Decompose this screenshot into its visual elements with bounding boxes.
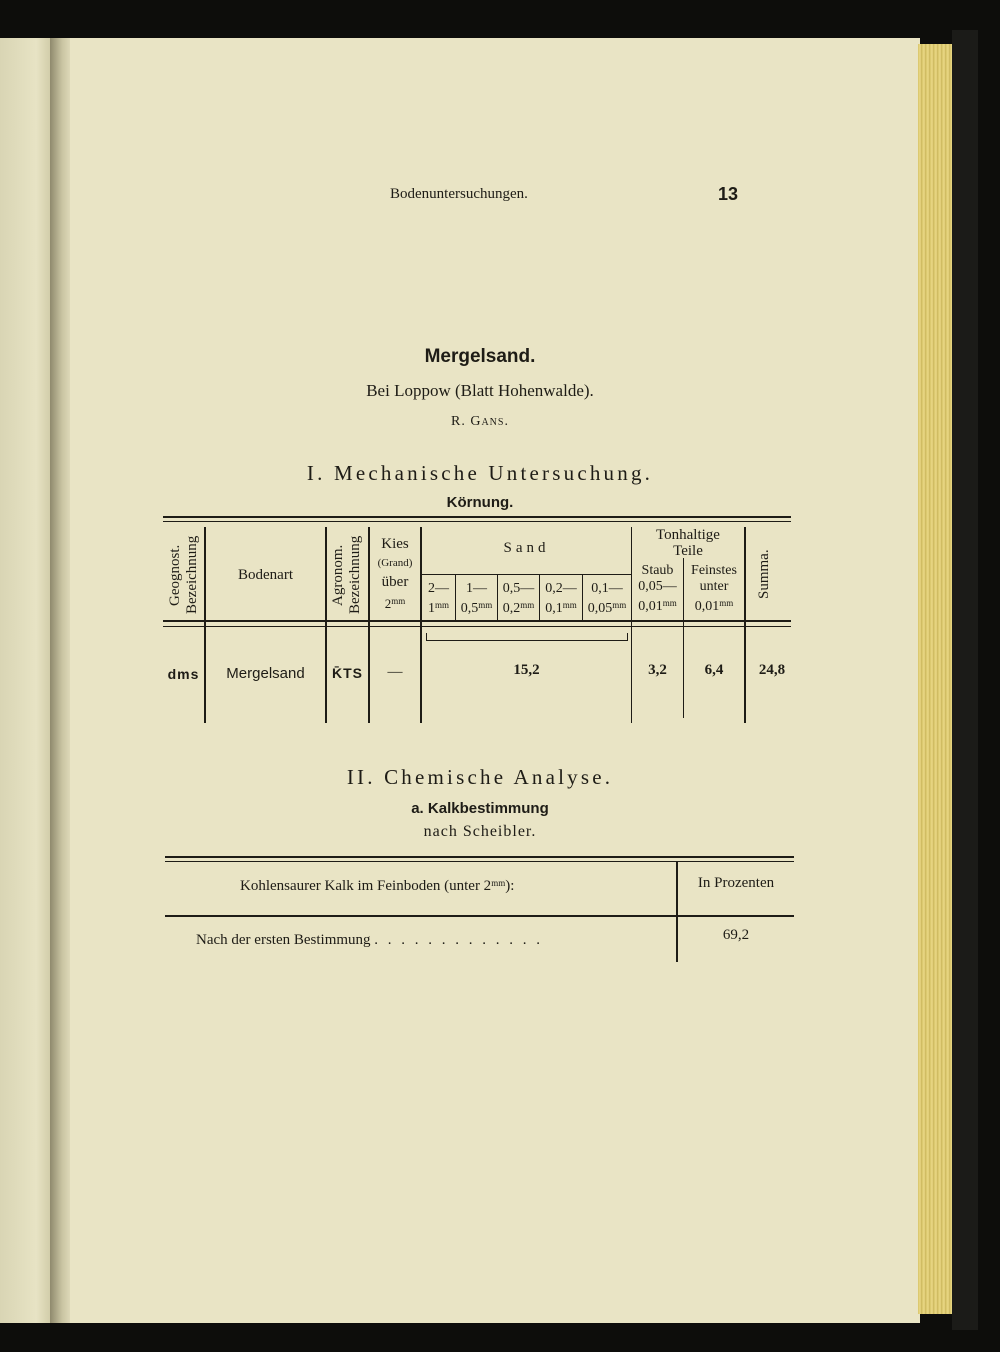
- book-cover: [952, 30, 978, 1330]
- cell-sand-total: 15,2: [513, 662, 540, 678]
- running-title: Bodenuntersuchungen.: [390, 186, 528, 202]
- table2-row-value: 69,2: [722, 927, 750, 943]
- col-header-tonhaltige: Tonhaltige Teile: [656, 527, 720, 559]
- author-line: R. Gans.: [451, 414, 509, 429]
- left-page-edge: [0, 38, 52, 1323]
- col-header-summa: Summa.: [756, 549, 772, 599]
- book-gutter: [50, 38, 72, 1323]
- sand-col-1: 2— $1^{mm}$: [427, 581, 449, 616]
- col-header-geognost: Geognost. Bezeichnung: [167, 535, 200, 615]
- section1-subheading: Körnung.: [446, 494, 514, 511]
- section2-heading: II. Chemische Analyse.: [346, 765, 614, 789]
- col-header-kies: Kies (Grand) über $2^{mm}$: [377, 536, 413, 611]
- section2-method: nach Scheibler.: [423, 823, 537, 840]
- cell-geognost: dms: [167, 666, 200, 682]
- page-number: 13: [718, 184, 739, 204]
- cell-kies: —: [387, 664, 403, 680]
- location-line: Bei Loppow (Blatt Hohenwalde).: [366, 381, 594, 400]
- cell-bodenart: Mergelsand: [226, 665, 305, 682]
- sand-col-3: 0,5— $0,2^{mm}$: [502, 581, 535, 616]
- cell-staub: 3,2: [648, 662, 667, 678]
- col-header-agronom: Agronom. Bezeichnung: [330, 535, 363, 615]
- sand-col-5: 0,1— $0,05^{mm}$: [587, 581, 627, 616]
- table2-header-left: Kohlensaurer Kalk im Feinboden (unter $2^{mm}$):: [240, 878, 515, 894]
- sand-col-4: 0,2— $0,1^{mm}$: [545, 581, 577, 616]
- page-title: Mergelsand.: [424, 346, 536, 367]
- page-edges: [918, 44, 952, 1314]
- col-header-sand: Sand: [503, 540, 550, 556]
- section2-subheading: a. Kalkbestimmung: [411, 800, 549, 817]
- cell-feinstes: 6,4: [704, 662, 724, 678]
- col-header-staub: Staub 0,05— $0,01^{mm}$: [638, 563, 677, 614]
- table2-header-right: In Prozenten: [697, 875, 775, 891]
- table2-row-label: Nach der ersten Bestimmung . . . . . . . . . . . . .: [196, 932, 544, 948]
- col-header-feinstes: Feinstes unter $0,01^{mm}$: [691, 563, 737, 614]
- cell-summa: 24,8: [758, 662, 786, 678]
- section1-heading: I. Mechanische Untersuchung.: [306, 461, 654, 485]
- cell-agronom: K̄TS: [332, 665, 363, 681]
- col-header-bodenart: Bodenart: [238, 567, 293, 583]
- sand-col-2: 1— $0,5^{mm}$: [460, 581, 493, 616]
